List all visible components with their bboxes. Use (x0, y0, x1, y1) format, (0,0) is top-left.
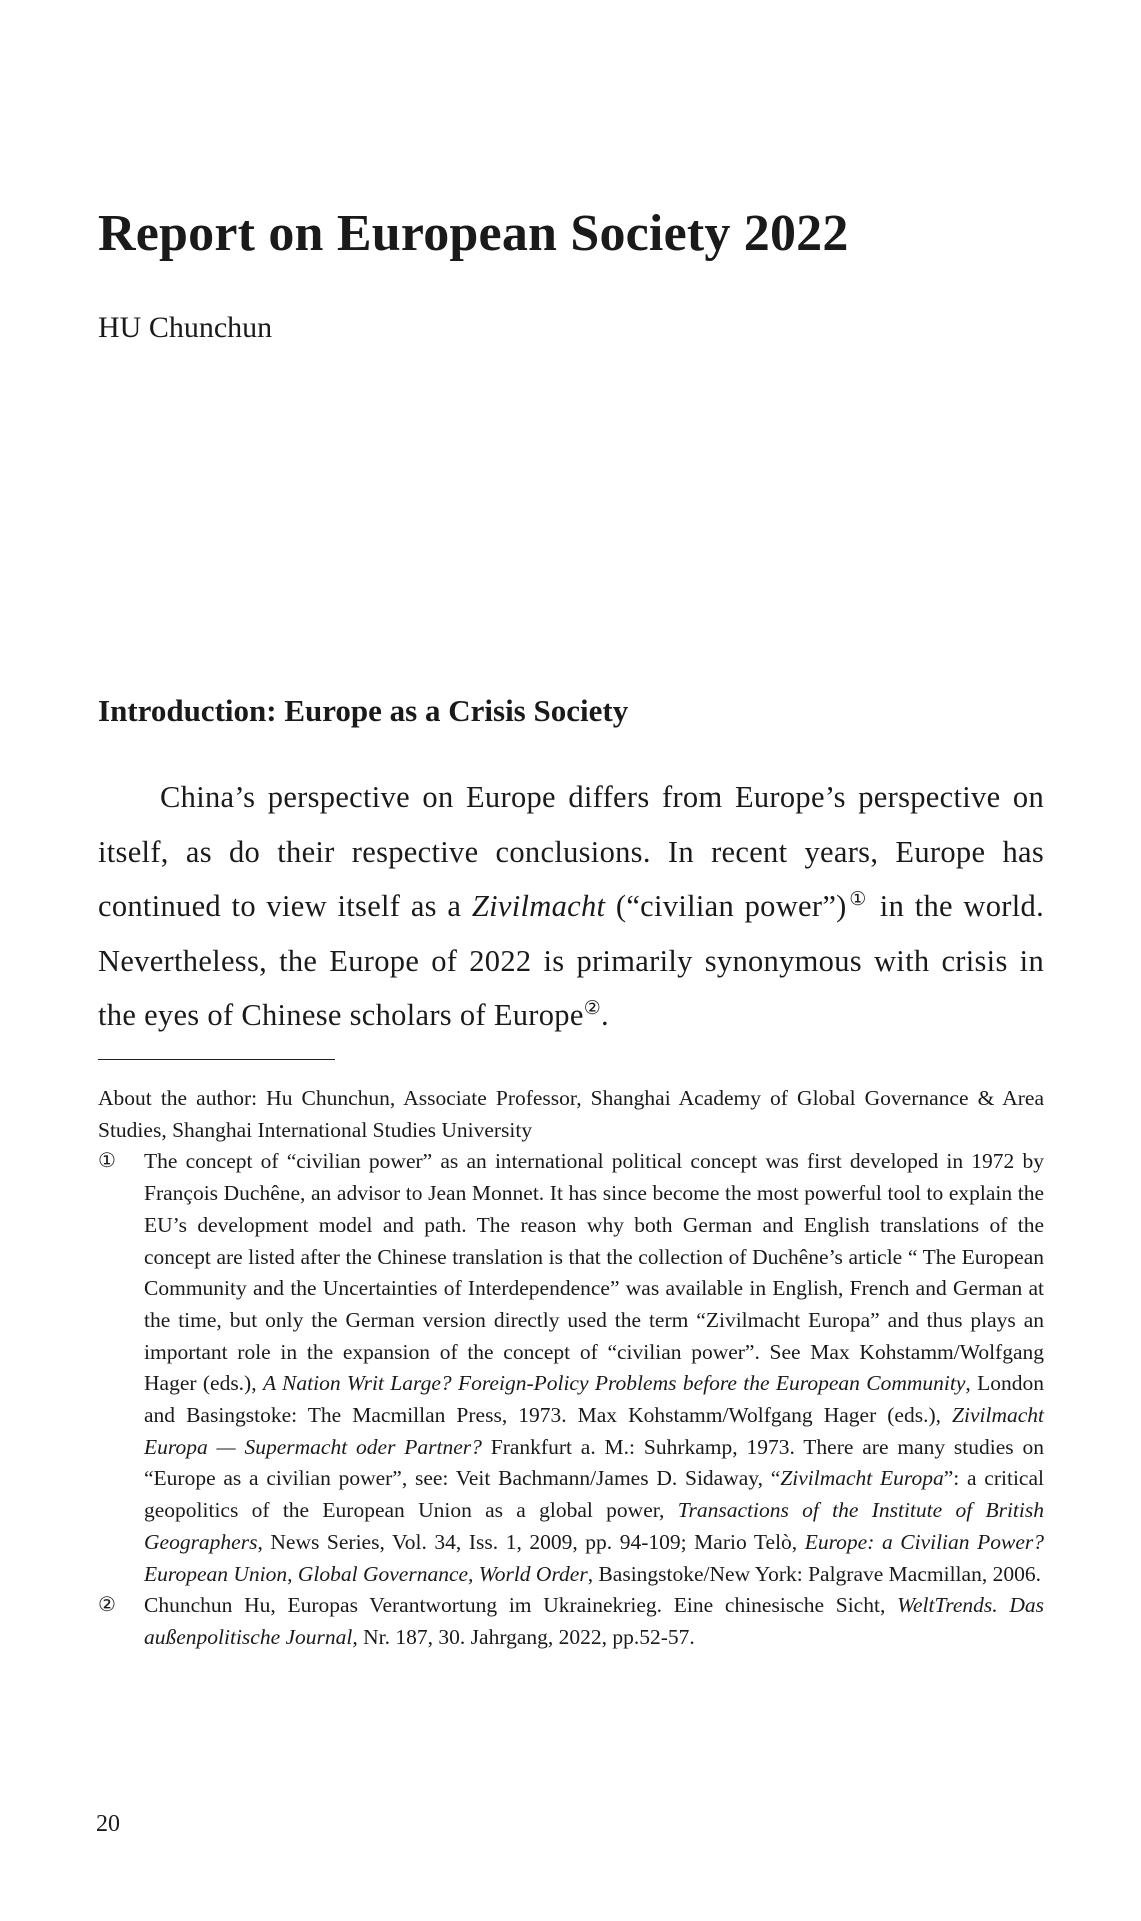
footnote-ref-2[interactable]: ② (583, 998, 602, 1019)
footnote-1-text-4: ”: a critical geopolitics of the European Union as a global power, (144, 1466, 1044, 1523)
intro-term-zivilmacht: Zivilmacht (471, 889, 606, 923)
intro-text-a: China’s perspective on Europe differs from Europe’s perspective on itself, as do their respective conclusions. In recent years, Europe has continued to view itself as a (98, 780, 1044, 923)
intro-paragraph (98, 770, 1044, 1043)
report-title: Report on European Society 2022 (98, 205, 849, 262)
footnote-1-title-1: A Nation Writ Large? Foreign-Policy Problems before the European Community (262, 1371, 966, 1396)
footnote-divider (98, 1059, 335, 1060)
footnote-1-title-3: Zivilmacht Europa (780, 1466, 944, 1491)
intro-text-end: . (601, 998, 609, 1032)
footnote-2-mark: ② (98, 1594, 116, 1617)
footnote-2-title-1: WeltTrends. Das außenpolitische Journal (144, 1593, 1044, 1649)
intro-text-b: (“civilian power”) (605, 889, 847, 923)
footnote-2-text-1: Chunchun Hu, Europas Verantwortung im Ukrainekrieg. Eine chinesische Sicht, (144, 1593, 898, 1618)
section-heading: Introduction: Europe as a Crisis Society (98, 693, 629, 728)
footnote-1-text-6: , Basingstoke/New York: Palgrave Macmillan, 2006. (587, 1561, 1041, 1586)
about-author-note: About the author: Hu Chunchun, Associate Professor, Shanghai Academy of Global Governance & Area Studies, Shanghai International Studies University (98, 1086, 1044, 1142)
footnote-1-title-4: Transactions of the Institute of British Geographers (144, 1498, 1044, 1554)
author-name: HU Chunchun (98, 311, 273, 344)
footnote-1-text-3: Frankfurt a. M.: Suhrkamp, 1973. There are many studies on “Europe as a civilian power”, see: Veit Bachmann/James D. Sidaway, “ (144, 1434, 1044, 1491)
footnote-1-text-1: The concept of “civilian power” as an international political concept was first developed in 1972 by François Duchêne, an advisor to Jean Monnet. It has since become the most powerful tool to explain the EU’s development model and path. The reason why both German and English translations of the concept are listed after the Chinese translation is that the collection of Duchêne’s article “ The European Community and the Uncertainties of Interdependence” was available in English, French and German at the time, but only the German version directly used the term “Zivilmacht Europa” and thus plays an important role in the expansion of the concept of “civilian power”. See Max Kohstamm/Wolfgang Hager (eds.), (144, 1149, 1044, 1396)
footnote-1-mark: ① (98, 1150, 116, 1173)
footnote-2-text-2: , Nr. 187, 30. Jahrgang, 2022, pp.52-57. (352, 1624, 695, 1649)
footnote-1-title-2: Zivilmacht Europa — Supermacht oder Partner? (144, 1403, 1044, 1459)
footnotes (98, 1083, 1044, 1654)
footnote-1-text-2: , London and Basingstoke: The Macmillan Press, 1973. Max Kohstamm/Wolfgang Hager (eds.), (144, 1371, 1044, 1428)
intro-text-c: in the world. Nevertheless, the Europe of 2022 is primarily synonymous with crisis in the eyes of Chinese scholars of Europe (98, 889, 1045, 1032)
footnote-1-text-5: , News Series, Vol. 34, Iss. 1, 2009, pp. 94-109; Mario Telò, (257, 1529, 805, 1554)
footnote-2 (98, 1590, 1044, 1653)
footnote-ref-1[interactable]: ① (846, 889, 870, 910)
page-number: 20 (96, 1811, 120, 1837)
footnote-1-title-5: Europe: a Civilian Power? European Union, Global Governance, World Order (144, 1529, 1044, 1586)
footnote-1 (98, 1146, 1044, 1590)
